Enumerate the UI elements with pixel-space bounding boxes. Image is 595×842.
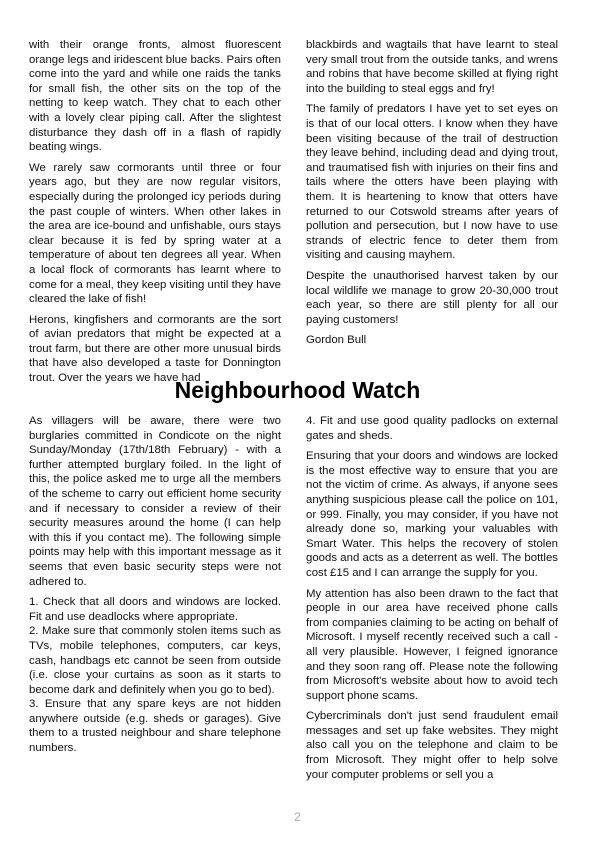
paragraph-harvest: Despite the unauthorised harvest taken by our local wildlife we manage to grow 20-30,000 trout each year, so there are still plenty for all our paying customers! xyxy=(306,269,558,326)
section-heading: Neighbourhood Watch xyxy=(174,377,421,403)
list-item-2: 2. Make sure that commonly stolen items such as TVs, mobile telephones, computers, car keys, cash, handbags etc cannot be seen from outside (i.e. close your curtains as soon as it starts to become dark and definitely when you go to bed). xyxy=(29,625,281,696)
paragraph-kingfishers: with their orange fronts, almost fluorescent orange legs and iridescent blue backs. Pairs often come into the yard and while one raids the tanks for small fish, the other sits on the top of the netting to keep watch. They chat to each other with a lovely clear piping call. After the slightest disturbance they dash off in a flash of rapidly beating wings. xyxy=(29,39,282,154)
list-item-1: 1. Check that all doors and windows are locked. Fit and use deadlocks where appropriate. xyxy=(29,596,281,623)
paragraph-burglaries: As villagers will be aware, there were two burglaries committed in Condicote on the night Sunday/Monday (17th/18th February) - with a further attempted burglary foiled. In the light of this, the police asked me to urge all the members of the scheme to carry out efficient home security and if necessary to consider a review of their security measures around the home (I can help with this if you contact me). The following simple points may help with this important message as it seems that even basic security steps were not adhered to. xyxy=(29,415,281,588)
paragraph-doors-windows: Ensuring that your doors and windows are locked is the most effective way to ensure that you are not the victim of crime. As always, if anyone sees anything suspicious please call the police on 101, or 999. Finally, you may consider, if you have not already done so, marking your valuables with Smart Water. This helps the recovery of stolen goods and acts as a deterrent as well. The bottles cost £15 and I can arrange the supply for you. xyxy=(306,450,558,579)
author-signature: Gordon Bull xyxy=(306,334,367,347)
paragraph-otters: The family of predators I have yet to set eyes on is that of our local otters. I know when they have been visiting because of the trail of destruction they leave behind, including dead and dying trout, and traumatised fish with injuries on their fins and tails where the otters have been playing with them. It is heartening to know that otters have returned to our Cotswold streams after years of pollution and persecution, but I now have to use strands of electric fence to deter them from visiting and causing mayhem. xyxy=(306,103,558,262)
top-right-column xyxy=(306,38,558,348)
top-left-column xyxy=(29,38,281,386)
list-item-3: 3. Ensure that any spare keys are not hidden anywhere outside (e.g. sheds or garages). Give them to a trusted neighbour and share telephone numbers. xyxy=(29,698,281,755)
list-item-4: 4. Fit and use good quality padlocks on external gates and sheds. xyxy=(306,415,558,442)
page-number: 2 xyxy=(294,810,301,824)
bottom-left-column xyxy=(29,414,281,756)
paragraph-unusual-birds: Herons, kingfishers and cormorants are the sort of avian predators that might be expected at a trout farm, but there are other more unusual birds that have also developed a taste for Donnington trout. Over the years we have had xyxy=(29,313,281,385)
paragraph-cormorants: We rarely saw cormorants until three or four years ago, but they are now regular visitors, especially during the prolonged icy periods during the past couple of winters. When other lakes in the area are ice-bound and unfishable, ours stays clear because it is fed by spring water at a temperature of about ten degrees all year. When a local flock of cormorants has learnt where to come for a meal, they keep visiting until they have cleared the lake of fish! xyxy=(29,161,281,306)
paragraph-cybercriminals: Cybercriminals don't just send fraudulent email messages and set up fake websites. They might also call you on the telephone and claim to be from Microsoft. They might offer to help solve your computer problems or sell you a xyxy=(306,710,558,781)
paragraph-phone-scams: My attention has also been drawn to the fact that people in our area have received phone calls from companies claiming to be acting on behalf of Microsoft. I myself recently received such a call - all very plausible. However, I feigned ignorance and they soon rang off. Please note the following from Microsoft's website about how to avoid tech support phone scams. xyxy=(306,587,558,702)
paragraph-blackbirds: blackbirds and wagtails that have learnt to steal very small trout from the outside tanks, and wrens and robins that have become skilled at flying right into the building to steal eggs and fry! xyxy=(306,39,558,95)
bottom-right-column xyxy=(306,414,558,782)
